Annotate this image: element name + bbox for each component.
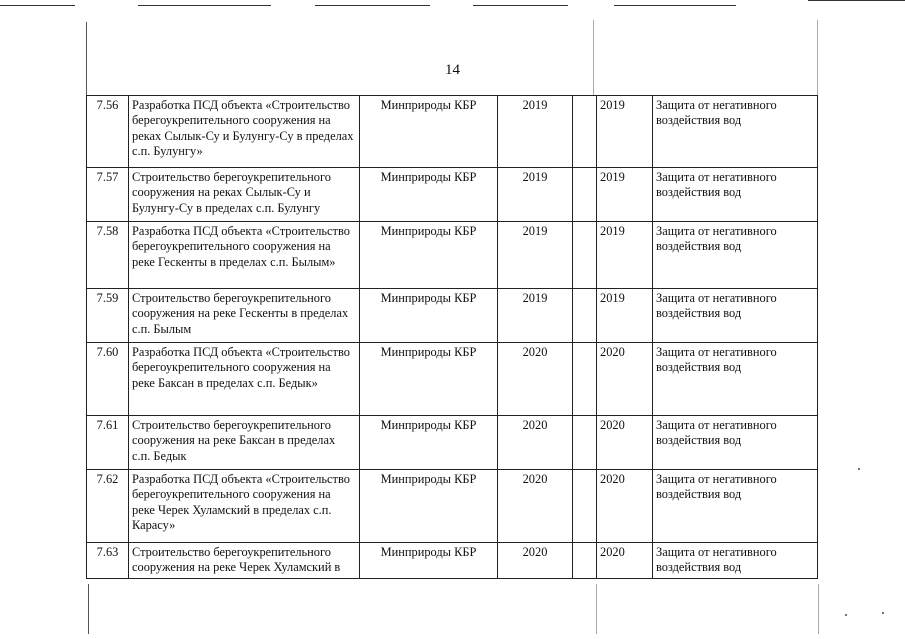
scan-vertical-line: [596, 584, 597, 634]
row-number: 7.62: [87, 470, 129, 543]
table-row: [87, 470, 818, 543]
measure-name: Разработка ПСД объекта «Строительство берегоукрепительного сооружения на реке Черек Хуламский в пределах с.п. Карасу»: [129, 470, 360, 543]
empty-cell: [573, 289, 597, 343]
direction: Защита от негативного воздействия вод: [653, 168, 818, 222]
direction: Защита от негативного воздействия вод: [653, 96, 818, 168]
end-year: 2020: [597, 416, 653, 470]
empty-cell: [573, 343, 597, 416]
row-number: 7.59: [87, 289, 129, 343]
table-row: [87, 96, 818, 168]
end-year: 2020: [597, 343, 653, 416]
responsible-org: Минприроды КБР: [360, 168, 498, 222]
row-number: 7.57: [87, 168, 129, 222]
responsible-org: Минприроды КБР: [360, 289, 498, 343]
row-number: 7.56: [87, 96, 129, 168]
scan-rule: [614, 5, 736, 6]
start-year: 2019: [498, 168, 573, 222]
start-year: 2020: [498, 416, 573, 470]
responsible-org: Минприроды КБР: [360, 96, 498, 168]
start-year: 2020: [498, 543, 573, 579]
empty-cell: [573, 543, 597, 579]
table-row: [87, 168, 818, 222]
empty-cell: [573, 168, 597, 222]
scan-vertical-line: [593, 20, 594, 95]
end-year: 2019: [597, 168, 653, 222]
direction: Защита от негативного воздействия вод: [653, 343, 818, 416]
start-year: 2019: [498, 222, 573, 289]
row-number: 7.58: [87, 222, 129, 289]
measure-name: Строительство берегоукрепительного сооружения на реках Сылык-Су и Булунгу-Су в пределах с.п. Булунгу: [129, 168, 360, 222]
responsible-org: Минприроды КБР: [360, 343, 498, 416]
empty-cell: [573, 222, 597, 289]
direction: Защита от негативного воздействия вод: [653, 416, 818, 470]
start-year: 2020: [498, 343, 573, 416]
scan-vertical-line: [88, 584, 89, 634]
table-row: [87, 543, 818, 579]
end-year: 2019: [597, 96, 653, 168]
scan-vertical-line: [817, 20, 818, 95]
row-number: 7.60: [87, 343, 129, 416]
table-row: [87, 289, 818, 343]
start-year: 2019: [498, 96, 573, 168]
empty-cell: [573, 470, 597, 543]
scan-vertical-line: [86, 22, 87, 95]
row-number: 7.61: [87, 416, 129, 470]
end-year: 2019: [597, 222, 653, 289]
empty-cell: [573, 96, 597, 168]
responsible-org: Минприроды КБР: [360, 416, 498, 470]
start-year: 2019: [498, 289, 573, 343]
empty-cell: [573, 416, 597, 470]
scan-speck: [882, 612, 884, 614]
scan-speck: [845, 614, 847, 616]
direction: Защита от негативного воздействия вод: [653, 543, 818, 579]
end-year: 2020: [597, 470, 653, 543]
responsible-org: Минприроды КБР: [360, 470, 498, 543]
table-row: [87, 343, 818, 416]
measure-name: Разработка ПСД объекта «Строительство берегоукрепительного сооружения на реках Сылык-Су и Булунгу-Су в пределах с.п. Булунгу»: [129, 96, 360, 168]
scan-speck: [858, 468, 860, 470]
page-number: 14: [445, 62, 460, 78]
scan-rule: [473, 5, 568, 6]
start-year: 2020: [498, 470, 573, 543]
scan-rule: [0, 5, 75, 6]
direction: Защита от негативного воздействия вод: [653, 222, 818, 289]
row-number: 7.63: [87, 543, 129, 579]
measure-name: Разработка ПСД объекта «Строительство берегоукрепительного сооружения на реке Гескенты в пределах с.п. Былым»: [129, 222, 360, 289]
scan-vertical-line: [818, 584, 819, 634]
table-row: [87, 416, 818, 470]
table-row: [87, 222, 818, 289]
end-year: 2019: [597, 289, 653, 343]
measure-name: Строительство берегоукрепительного сооружения на реке Баксан в пределах с.п. Бедык: [129, 416, 360, 470]
direction: Защита от негативного воздействия вод: [653, 470, 818, 543]
end-year: 2020: [597, 543, 653, 579]
direction: Защита от негативного воздействия вод: [653, 289, 818, 343]
scan-rule: [808, 0, 905, 1]
responsible-org: Минприроды КБР: [360, 543, 498, 579]
measure-name: Строительство берегоукрепительного сооружения на реке Черек Хуламский в: [129, 543, 360, 579]
responsible-org: Минприроды КБР: [360, 222, 498, 289]
measure-name: Разработка ПСД объекта «Строительство берегоукрепительного сооружения на реке Баксан в пределах с.п. Бедык»: [129, 343, 360, 416]
scan-rule: [315, 5, 430, 6]
measure-name: Строительство берегоукрепительного сооружения на реке Гескенты в пределах с.п. Былым: [129, 289, 360, 343]
scan-rule: [138, 5, 271, 6]
measures-table: [86, 95, 818, 579]
